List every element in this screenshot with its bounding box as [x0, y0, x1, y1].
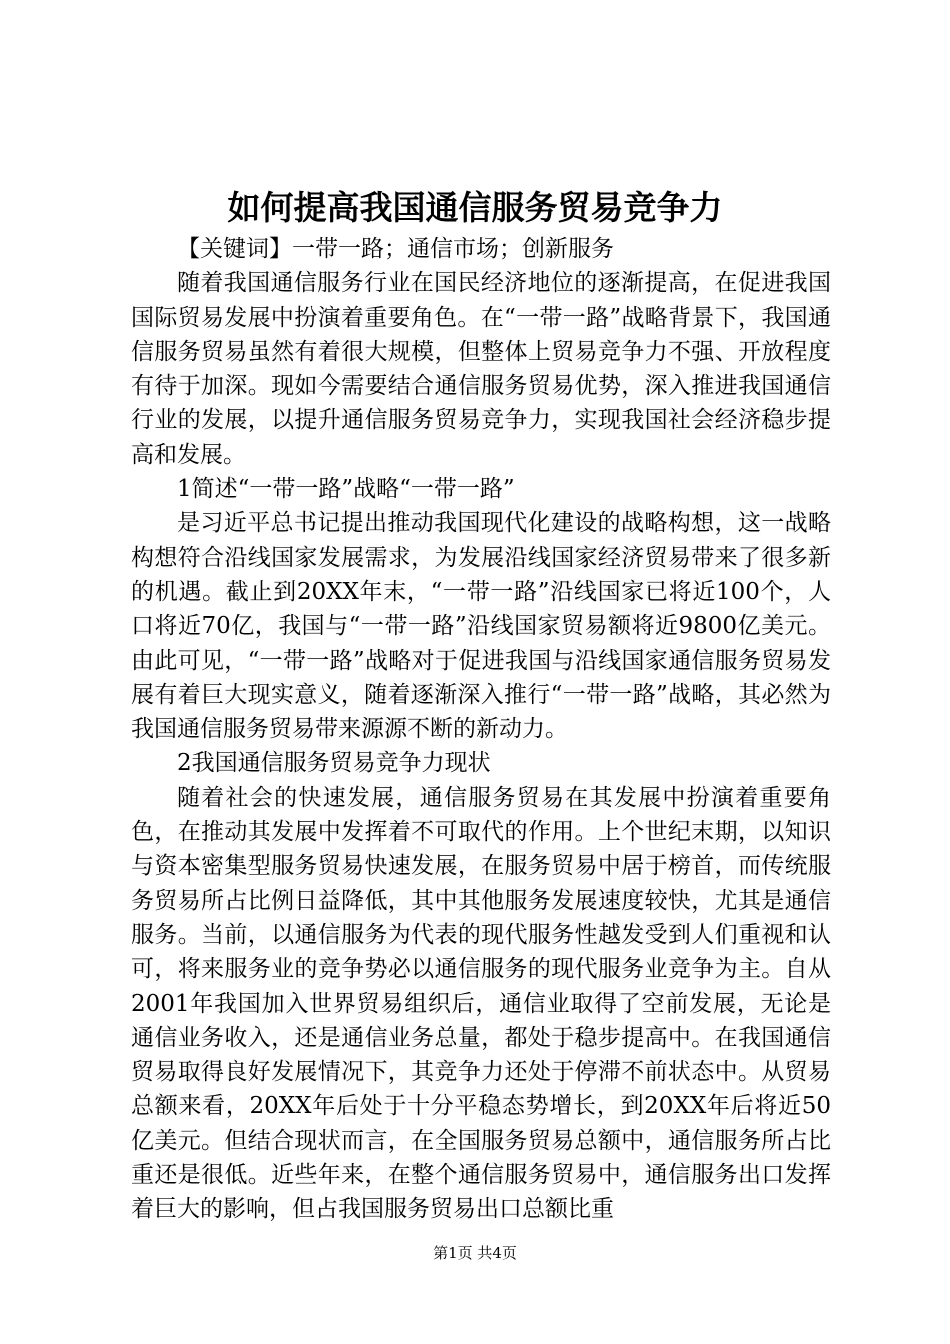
keywords-paragraph: 【关键词】一带一路；通信市场；创新服务	[177, 236, 614, 262]
page-footer: 第1页 共4页	[433, 1244, 517, 1262]
intro-paragraph: 随着我国通信服务行业在国民经济地位的逐渐提高，在促进我国国际贸易发展中扮演着重要角色。在“一带一路”战略背景下，我国通信服务贸易虽然有着很大规模，但整体上贸易竞争力不强、开放程度有待于加深。现如今需要结合通信服务贸易优势，深入推进我国通信行业的发展，以提升通信服务贸易竞争力，实现我国社会经济稳步提高和发展。	[131, 270, 831, 468]
document-body	[131, 232, 831, 1227]
section-2-heading: 2我国通信服务贸易竞争力现状	[177, 750, 491, 777]
section-1-paragraph: 是习近平总书记提出推动我国现代化建设的战略构想，这一战略构想符合沿线国家发展需求，为发展沿线国家经济贸易带来了很多新的机遇。截止到20XX年末，“一带一路”沿线国家已将近100个，人口将近70亿，我国与“一带一路”沿线国家贸易额将近9800亿美元。由此可见，“一带一路”战略对于促进我国与沿线国家通信服务贸易发展有着巨大现实意义，随着逐渐深入推行“一带一路”战略，其必然为我国通信服务贸易带来源源不断的新动力。	[131, 510, 831, 743]
document-title: 如何提高我国通信服务贸易竞争力	[227, 188, 723, 227]
section-1-heading: 1简述“一带一路”战略“一带一路”	[177, 476, 515, 503]
section-2-paragraph: 随着社会的快速发展，通信服务贸易在其发展中扮演着重要角色，在推动其发展中发挥着不可取代的作用。上个世纪末期，以知识与资本密集型服务贸易快速发展，在服务贸易中居于榜首，而传统服务贸易所占比例日益降低，其中其他服务发展速度较快，尤其是通信服务。当前，以通信服务为代表的现代服务性越发受到人们重视和认可，将来服务业的竞争势必以通信服务的现代服务业竞争为主。自从2001年我国加入世界贸易组织后，通信业取得了空前发展，无论是通信业务收入，还是通信业务总量，都处于稳步提高中。在我国通信贸易取得良好发展情况下，其竞争力还处于停滞不前状态中。从贸易总额来看，20XX年后处于十分平稳态势增长，到20XX年后将近50亿美元。但结合现状而言，在全国服务贸易总额中，通信服务所占比重还是很低。近些年来，在整个通信服务贸易中，通信服务出口发挥着巨大的影响，但占我国服务贸易出口总额比重	[131, 784, 831, 1223]
